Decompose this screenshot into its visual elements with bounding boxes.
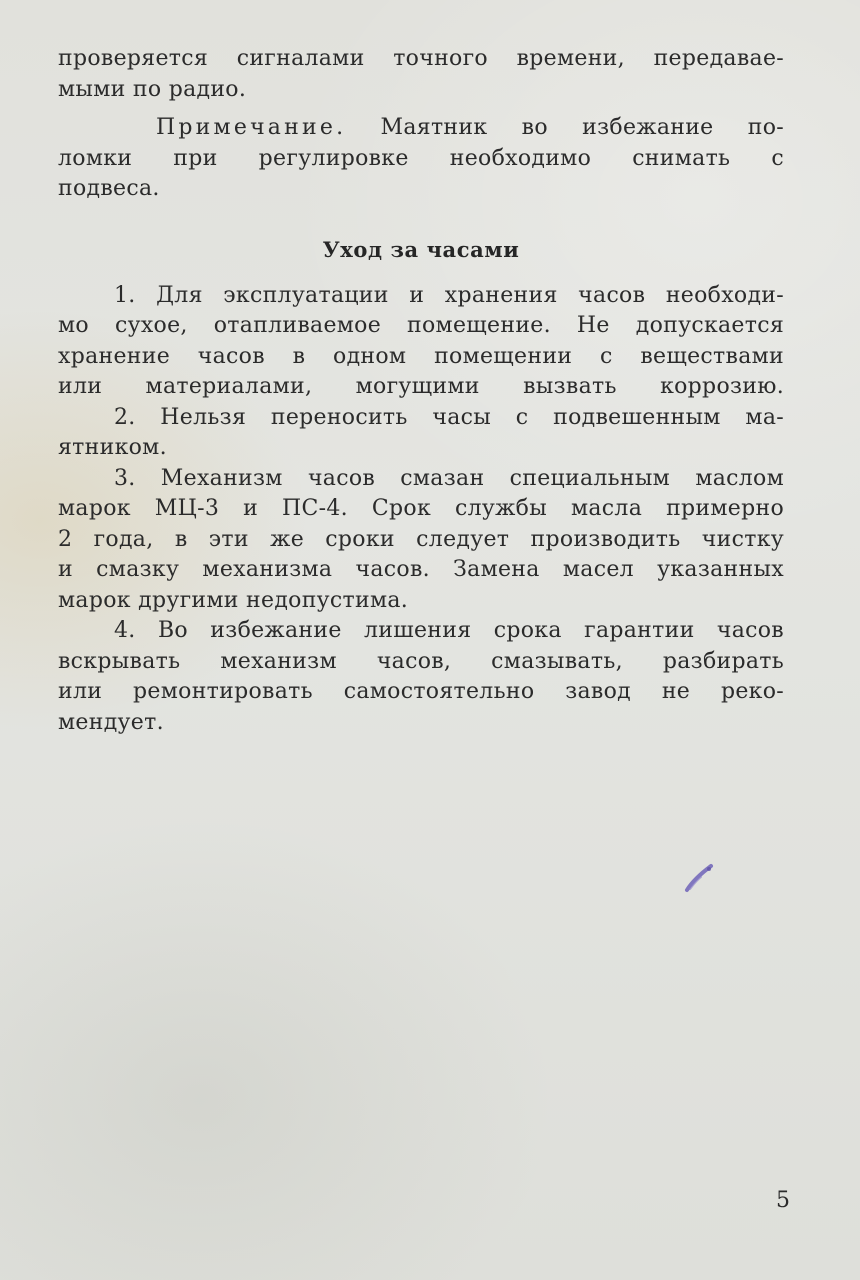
text-line: и смазку механизма часов. Замена масел указанных bbox=[58, 557, 784, 582]
text-line: 2. Нельзя переносить часы с подвешенным ма- bbox=[114, 404, 784, 430]
text-line: марок другими недопустима. bbox=[58, 587, 409, 613]
text-line: или материалами, могущими вызвать коррозию. bbox=[58, 374, 784, 399]
care-item-1 bbox=[58, 281, 784, 403]
care-item-3 bbox=[58, 464, 784, 617]
note-label: Примечание. bbox=[156, 115, 347, 140]
text-line: 3. Механизм часов смазан специальным маслом bbox=[114, 465, 784, 491]
note-paragraph bbox=[58, 113, 784, 205]
text-line: 1. Для эксплуатации и хранения часов необходи- bbox=[114, 282, 784, 308]
text-line: или ремонтировать самостоятельно завод не реко- bbox=[58, 679, 784, 704]
text-line: марок МЦ-3 и ПС-4. Срок службы масла примерно bbox=[58, 496, 784, 521]
text-line: вскрывать механизм часов, смазывать, разбирать bbox=[58, 648, 784, 674]
text-line: хранение часов в одном помещении с веществами bbox=[58, 343, 784, 369]
document-page bbox=[58, 44, 784, 738]
text-line: ятником. bbox=[58, 435, 167, 460]
page-number: 5 bbox=[776, 1188, 790, 1213]
text-line: мендует. bbox=[58, 709, 164, 735]
text-line: проверяется сигналами точного времени, передавае- bbox=[58, 46, 784, 71]
care-item-2 bbox=[58, 403, 784, 464]
note-text: Маятник во избежание по- bbox=[380, 115, 784, 140]
text-line: мыми по радио. bbox=[58, 76, 247, 102]
intro-paragraph bbox=[58, 44, 784, 105]
text-line: мо сухое, отапливаемое помещение. Не допускается bbox=[58, 313, 784, 338]
text-line: 2 года, в эти же сроки следует производить чистку bbox=[58, 526, 784, 552]
care-item-4 bbox=[58, 616, 784, 738]
text-line: 4. Во избежание лишения срока гарантии часов bbox=[114, 618, 784, 643]
text-line: подвеса. bbox=[58, 176, 160, 201]
ink-mark-icon bbox=[683, 862, 717, 896]
section-title: Уход за часами bbox=[322, 236, 520, 262]
text-line bbox=[58, 113, 784, 144]
text-line: ломки при регулировке необходимо снимать с bbox=[58, 145, 784, 171]
